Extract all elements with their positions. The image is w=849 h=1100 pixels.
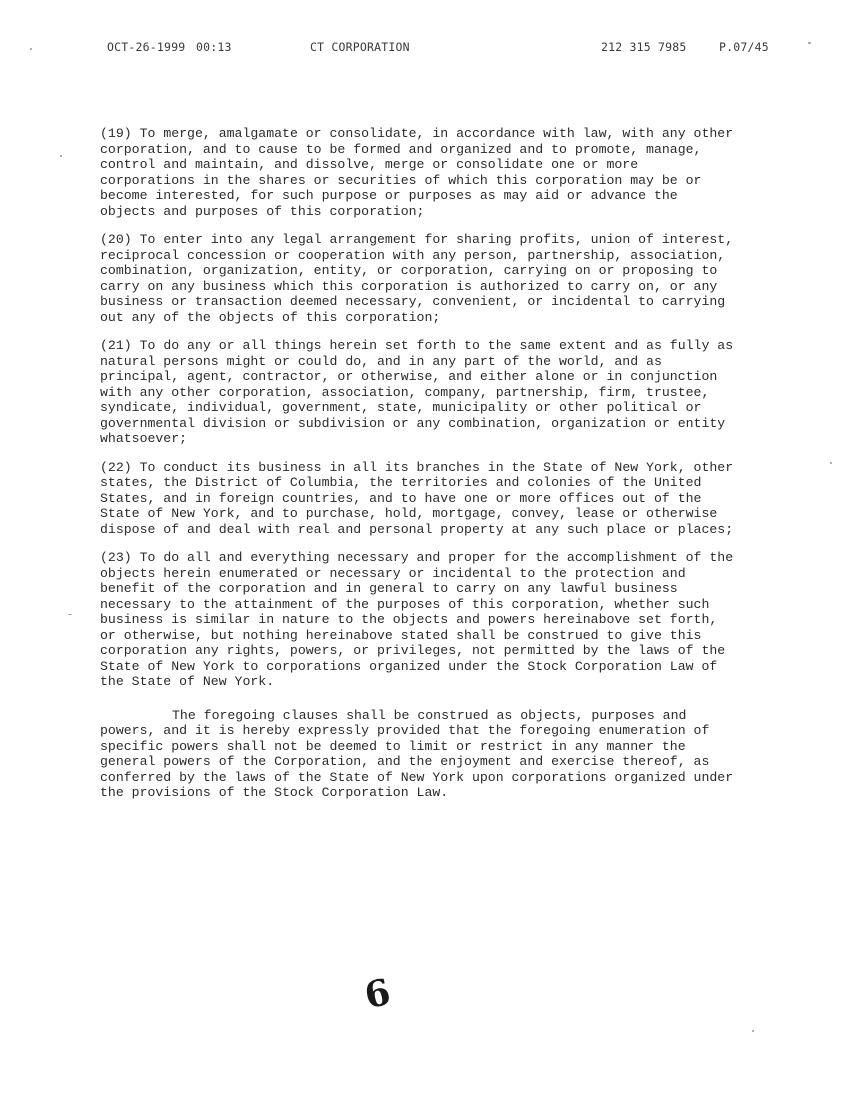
- clause-text: To enter into any legal arrangement for sharing profits, union of interest, reciprocal concession or cooperation with any person, partnership, association, combination, organization, entity, or corporation, carrying on or proposing to carry on any business which this corporation is authorized to carry on, or any business or transaction deemed necessary, convenient, or incidental to carrying out any of the objects of this corporation;: [100, 232, 734, 325]
- clause-number: (23): [100, 550, 132, 565]
- fax-sender: CT CORPORATION: [310, 40, 410, 54]
- clause-20: [100, 232, 740, 325]
- clause-text: To do all and everything necessary and proper for the accomplishment of the objects herein enumerated or necessary or incidental to the protection and benefit of the corporation and in general to carry on any lawful business necessary to the attainment of the purposes of this corporation, whether such business is similar in nature to the objects and powers hereinabove set forth, or otherwise, but nothing hereinabove stated shall be construed to give this corporation any rights, powers, or privileges, not permitted by the laws of the State of New York to corporations organized under the Stock Corporation Law of the State of New York.: [100, 550, 734, 689]
- handwritten-page-number: 6: [360, 970, 395, 1018]
- fax-header: [0, 40, 849, 60]
- clause-21: [100, 338, 740, 447]
- closing-paragraph: The foregoing clauses shall be construed as objects, purposes and powers, and it is hereby expressly provided that the foregoing enumeration of specific powers shall not be deemed to limit or restrict in any manner the general powers of the Corporation, and the enjoyment and exercise thereof, as conferred by the laws of the State of New York upon corporations organized under the provisions of the Stock Corporation Law.: [100, 707, 734, 800]
- clause-text: To merge, amalgamate or consolidate, in accordance with law, with any other corporation, and to cause to be formed and organized and to promote, manage, control and maintain, and dissolve, merge or consolidate one or more corporations in the shares or securities of which this corporation may be or become interested, for such purpose or purposes as may aid or advance the objects and purposes of this corporation;: [100, 126, 734, 219]
- clause-23: [100, 550, 740, 690]
- scan-speck: [30, 48, 32, 50]
- clause-19: [100, 126, 740, 219]
- scan-speck: [68, 614, 72, 615]
- fax-time: 00:13: [196, 40, 232, 54]
- clause-22: [100, 460, 740, 538]
- clause-number: (22): [100, 459, 132, 475]
- document-body: [100, 126, 740, 814]
- scan-speck: [60, 155, 62, 157]
- fax-date: OCT-26-1999: [107, 40, 186, 54]
- fax-page-count: P.07/45: [719, 40, 769, 54]
- scan-speck: [830, 462, 832, 464]
- clause-number: (21): [100, 338, 132, 353]
- fax-phone: 212 315 7985: [601, 40, 687, 54]
- clause-number: (19): [100, 126, 132, 141]
- clause-number: (20): [100, 232, 132, 247]
- clause-text: To do any or all things herein set forth to the same extent and as fully as natural persons might or could do, and in any part of the world, and as principal, agent, contractor, or otherwise, and either alone or in conjunction with any other corporation, association, company, partnership, firm, trustee, syndicate, individual, government, state, municipality or other political or governmental division or subdivision or any combination, organization or entity whatsoever;: [100, 338, 734, 446]
- scan-speck: [752, 1030, 754, 1032]
- clause-text: To conduct its business in all its branches in the State of New York, other states, the District of Columbia, the territories and colonies of the United States, and in foreign countries, and to have one or more offices out of the State of New York, and to purchase, hold, mortgage, convey, lease or otherwise dispose of and deal with real and personal property at any such place or places;: [100, 459, 734, 537]
- scan-speck: [808, 42, 811, 44]
